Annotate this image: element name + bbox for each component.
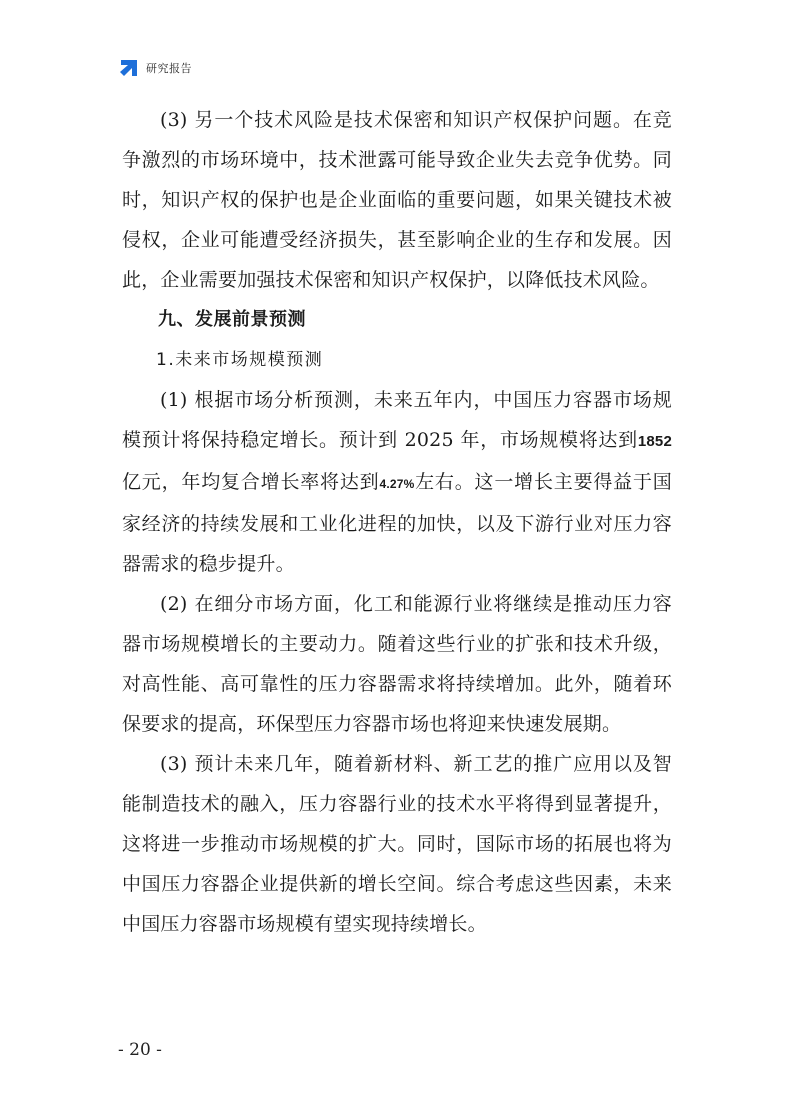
paragraph-tech-risk: (3) 另一个技术风险是技术保密和知识产权保护问题。在竞争激烈的市场环境中，技术泄露可能导致企业失去竞争优势。同时，知识产权的保护也是企业面临的重要问题，如果关键技术被侵权，企业可能遭受经济损失，甚至影响企业的生存和发展。因此，企业需要加强技术保密和知识产权保护，以降低技术风险。	[122, 109, 672, 291]
section-heading: 九、发展前景预测	[158, 309, 306, 330]
report-header	[118, 56, 192, 80]
forecast-text-2: 亿元，年均复合增长率将达到	[122, 471, 380, 493]
forecast-text-3: 左右。这一增长主要得益于国家经济的持续发展和工业化进程的加快，以及下游行业对压力容器需求的稳步提升。	[122, 471, 672, 575]
market-size-value: 1852	[637, 433, 672, 450]
subsection-heading: 1.未来市场规模预测	[156, 350, 324, 370]
document-body	[122, 100, 672, 944]
page-number: - 20 -	[118, 1040, 162, 1060]
paragraph-segment-market: (2) 在细分市场方面，化工和能源行业将继续是推动压力容器市场规模增长的主要动力。随着这些行业的扩张和技术升级，对高性能、高可靠性的压力容器需求将持续增加。此外，随着环保要求的提高，环保型压力容器市场也将迎来快速发展期。	[122, 593, 672, 735]
paragraph-market-forecast	[122, 380, 672, 584]
paragraph-future-outlook: (3) 预计未来几年，随着新材料、新工艺的推广应用以及智能制造技术的融入，压力容器行业的技术水平将得到显著提升，这将进一步推动市场规模的扩大。同时，国际市场的拓展也将为中国压力容器企业提供新的增长空间。综合考虑这些因素，未来中国压力容器市场规模有望实现持续增长。	[122, 753, 672, 935]
arrow-logo-icon	[118, 57, 140, 79]
forecast-text-1: (1) 根据市场分析预测，未来五年内，中国压力容器市场规模预计将保持稳定增长。预计到 2025 年，市场规模将达到	[122, 389, 672, 451]
header-label: 研究报告	[146, 62, 192, 75]
cagr-value: 4.27%	[379, 477, 415, 491]
